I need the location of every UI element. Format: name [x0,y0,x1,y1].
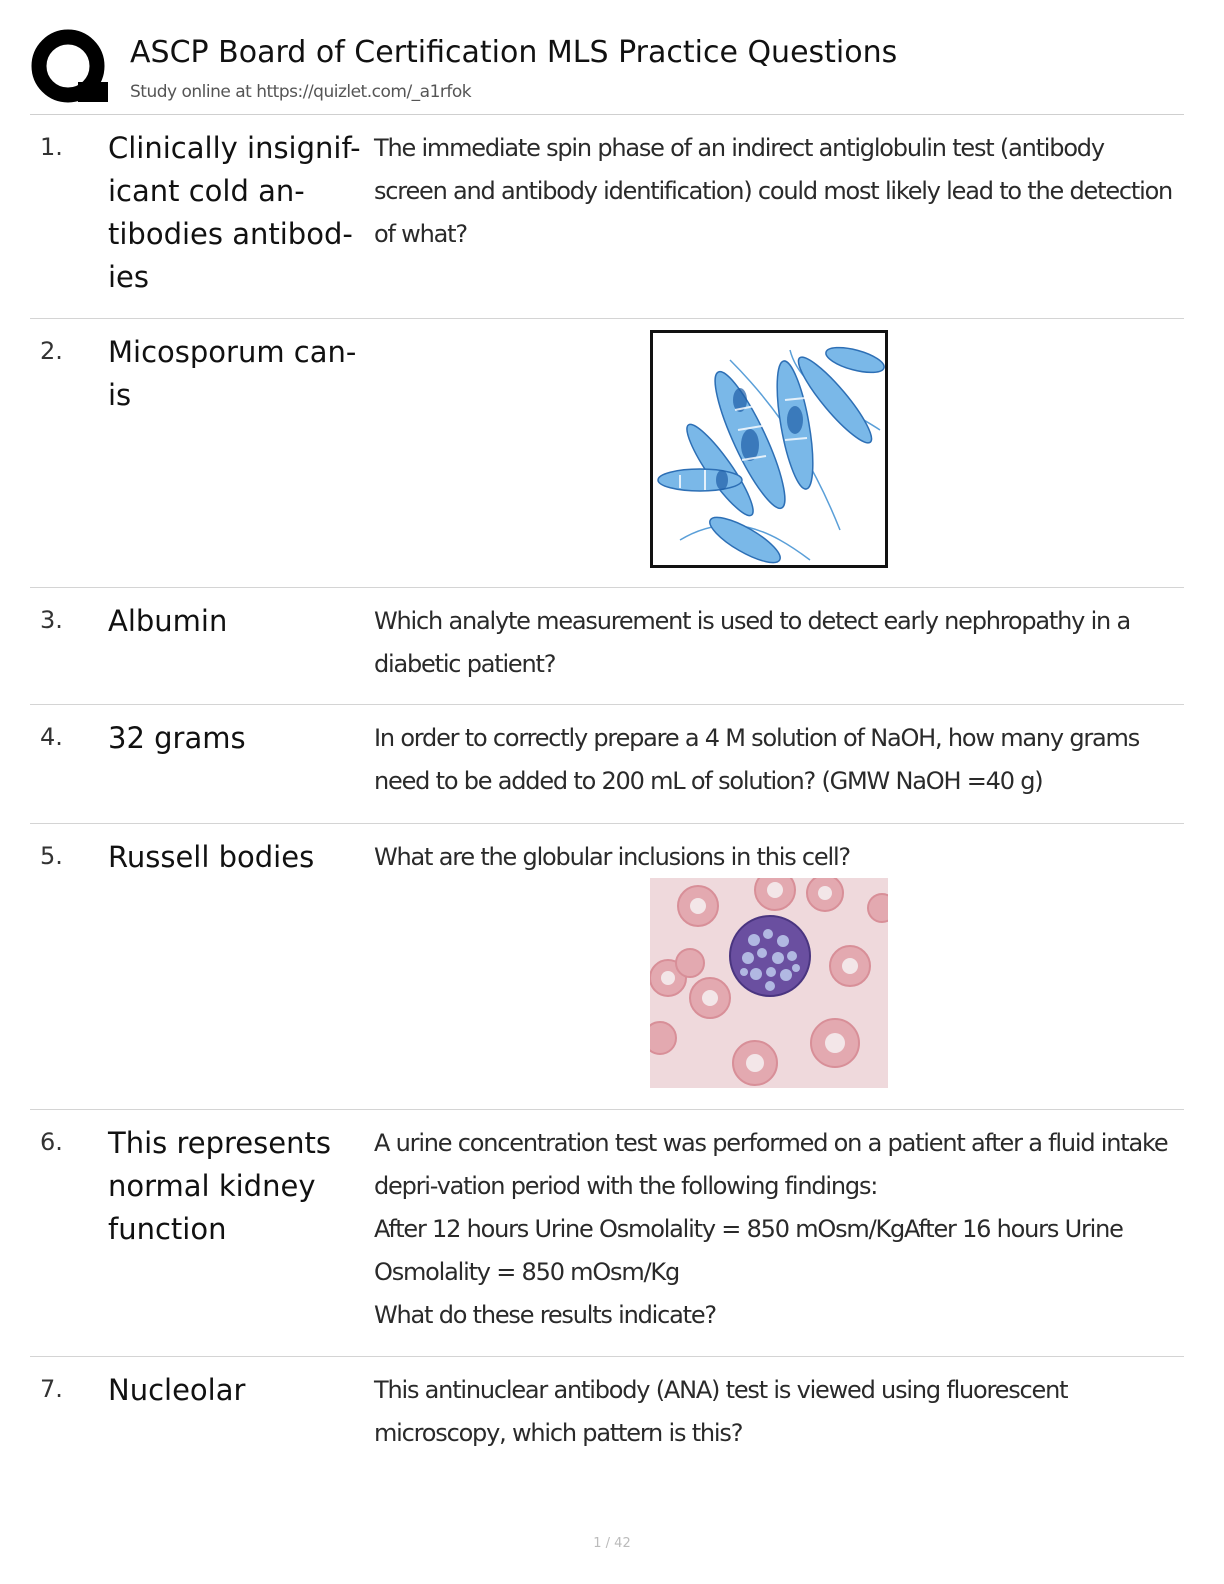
flashcard-row [30,824,1184,1110]
item-number: 5. [40,842,63,870]
term-text: This represents normal kidney function [108,1126,331,1246]
term-text: 32 grams [108,721,246,755]
quizlet-logo-icon [30,28,110,108]
item-number: 4. [40,723,63,751]
definition-line: In order to correctly prepare a 4 M solution of NaOH, how many grams need to be added to 200 mL of solution? (GMW NaOH =40 g) [374,724,1140,795]
term-text: Micosporum can-is [108,335,357,412]
definition-line: What do these results indicate? [374,1301,716,1329]
definition-line: What are the globular inclusions in this cell? [374,843,850,871]
definition-text [374,600,1174,686]
term-text: Clinically insignif-icant cold an-tibodies antibod-ies [108,131,361,294]
flashcard-row [30,1110,1184,1357]
fungus-micrograph-icon [650,330,888,568]
item-number: 7. [40,1375,63,1403]
flashcard-row [30,1357,1184,1477]
definition-line: The immediate spin phase of an indirect antiglobulin test (antibody screen and antibody identification) could most likely lead to the detection of what? [374,134,1173,248]
definition-text [374,717,1174,803]
flashcard-row [30,115,1184,319]
plasma-cell-micrograph-icon [650,878,888,1088]
definition-line: After 12 hours Urine Osmolality = 850 mOsm/KgAfter 16 hours Urine Osmolality = 850 mOsm/Kg [374,1215,1123,1286]
study-link-text: Study online at https://quizlet.com/_a1rfok [130,82,472,102]
definition-line: This antinuclear antibody (ANA) test is viewed using fluorescent microscopy, which pattern is this? [374,1376,1068,1447]
microsporum-canis-image [650,330,888,568]
page-title: ASCP Board of Certification MLS Practice Questions [130,35,898,70]
item-number: 2. [40,337,63,365]
page-header [30,28,1184,115]
russell-bodies-image [650,878,888,1088]
flashcard-row [30,588,1184,705]
term-text: Nucleolar [108,1373,246,1407]
item-number: 6. [40,1128,63,1156]
item-number: 3. [40,606,63,634]
item-number: 1. [40,133,63,161]
definition-text [374,127,1174,256]
definition-text [374,1369,1174,1455]
term-text: Albumin [108,604,228,638]
flashcard-row [30,319,1184,588]
definition-line: A urine concentration test was performed on a patient after a fluid intake depri-vation period with the following findings: [374,1129,1168,1200]
flashcard-list [30,115,1184,1477]
page-number: 1 / 42 [593,1536,631,1551]
definition-text [374,836,1174,879]
term-text: Russell bodies [108,840,315,874]
flashcard-row [30,705,1184,824]
definition-text [374,1122,1174,1337]
definition-line: Which analyte measurement is used to detect early nephropathy in a diabetic patient? [374,607,1130,678]
